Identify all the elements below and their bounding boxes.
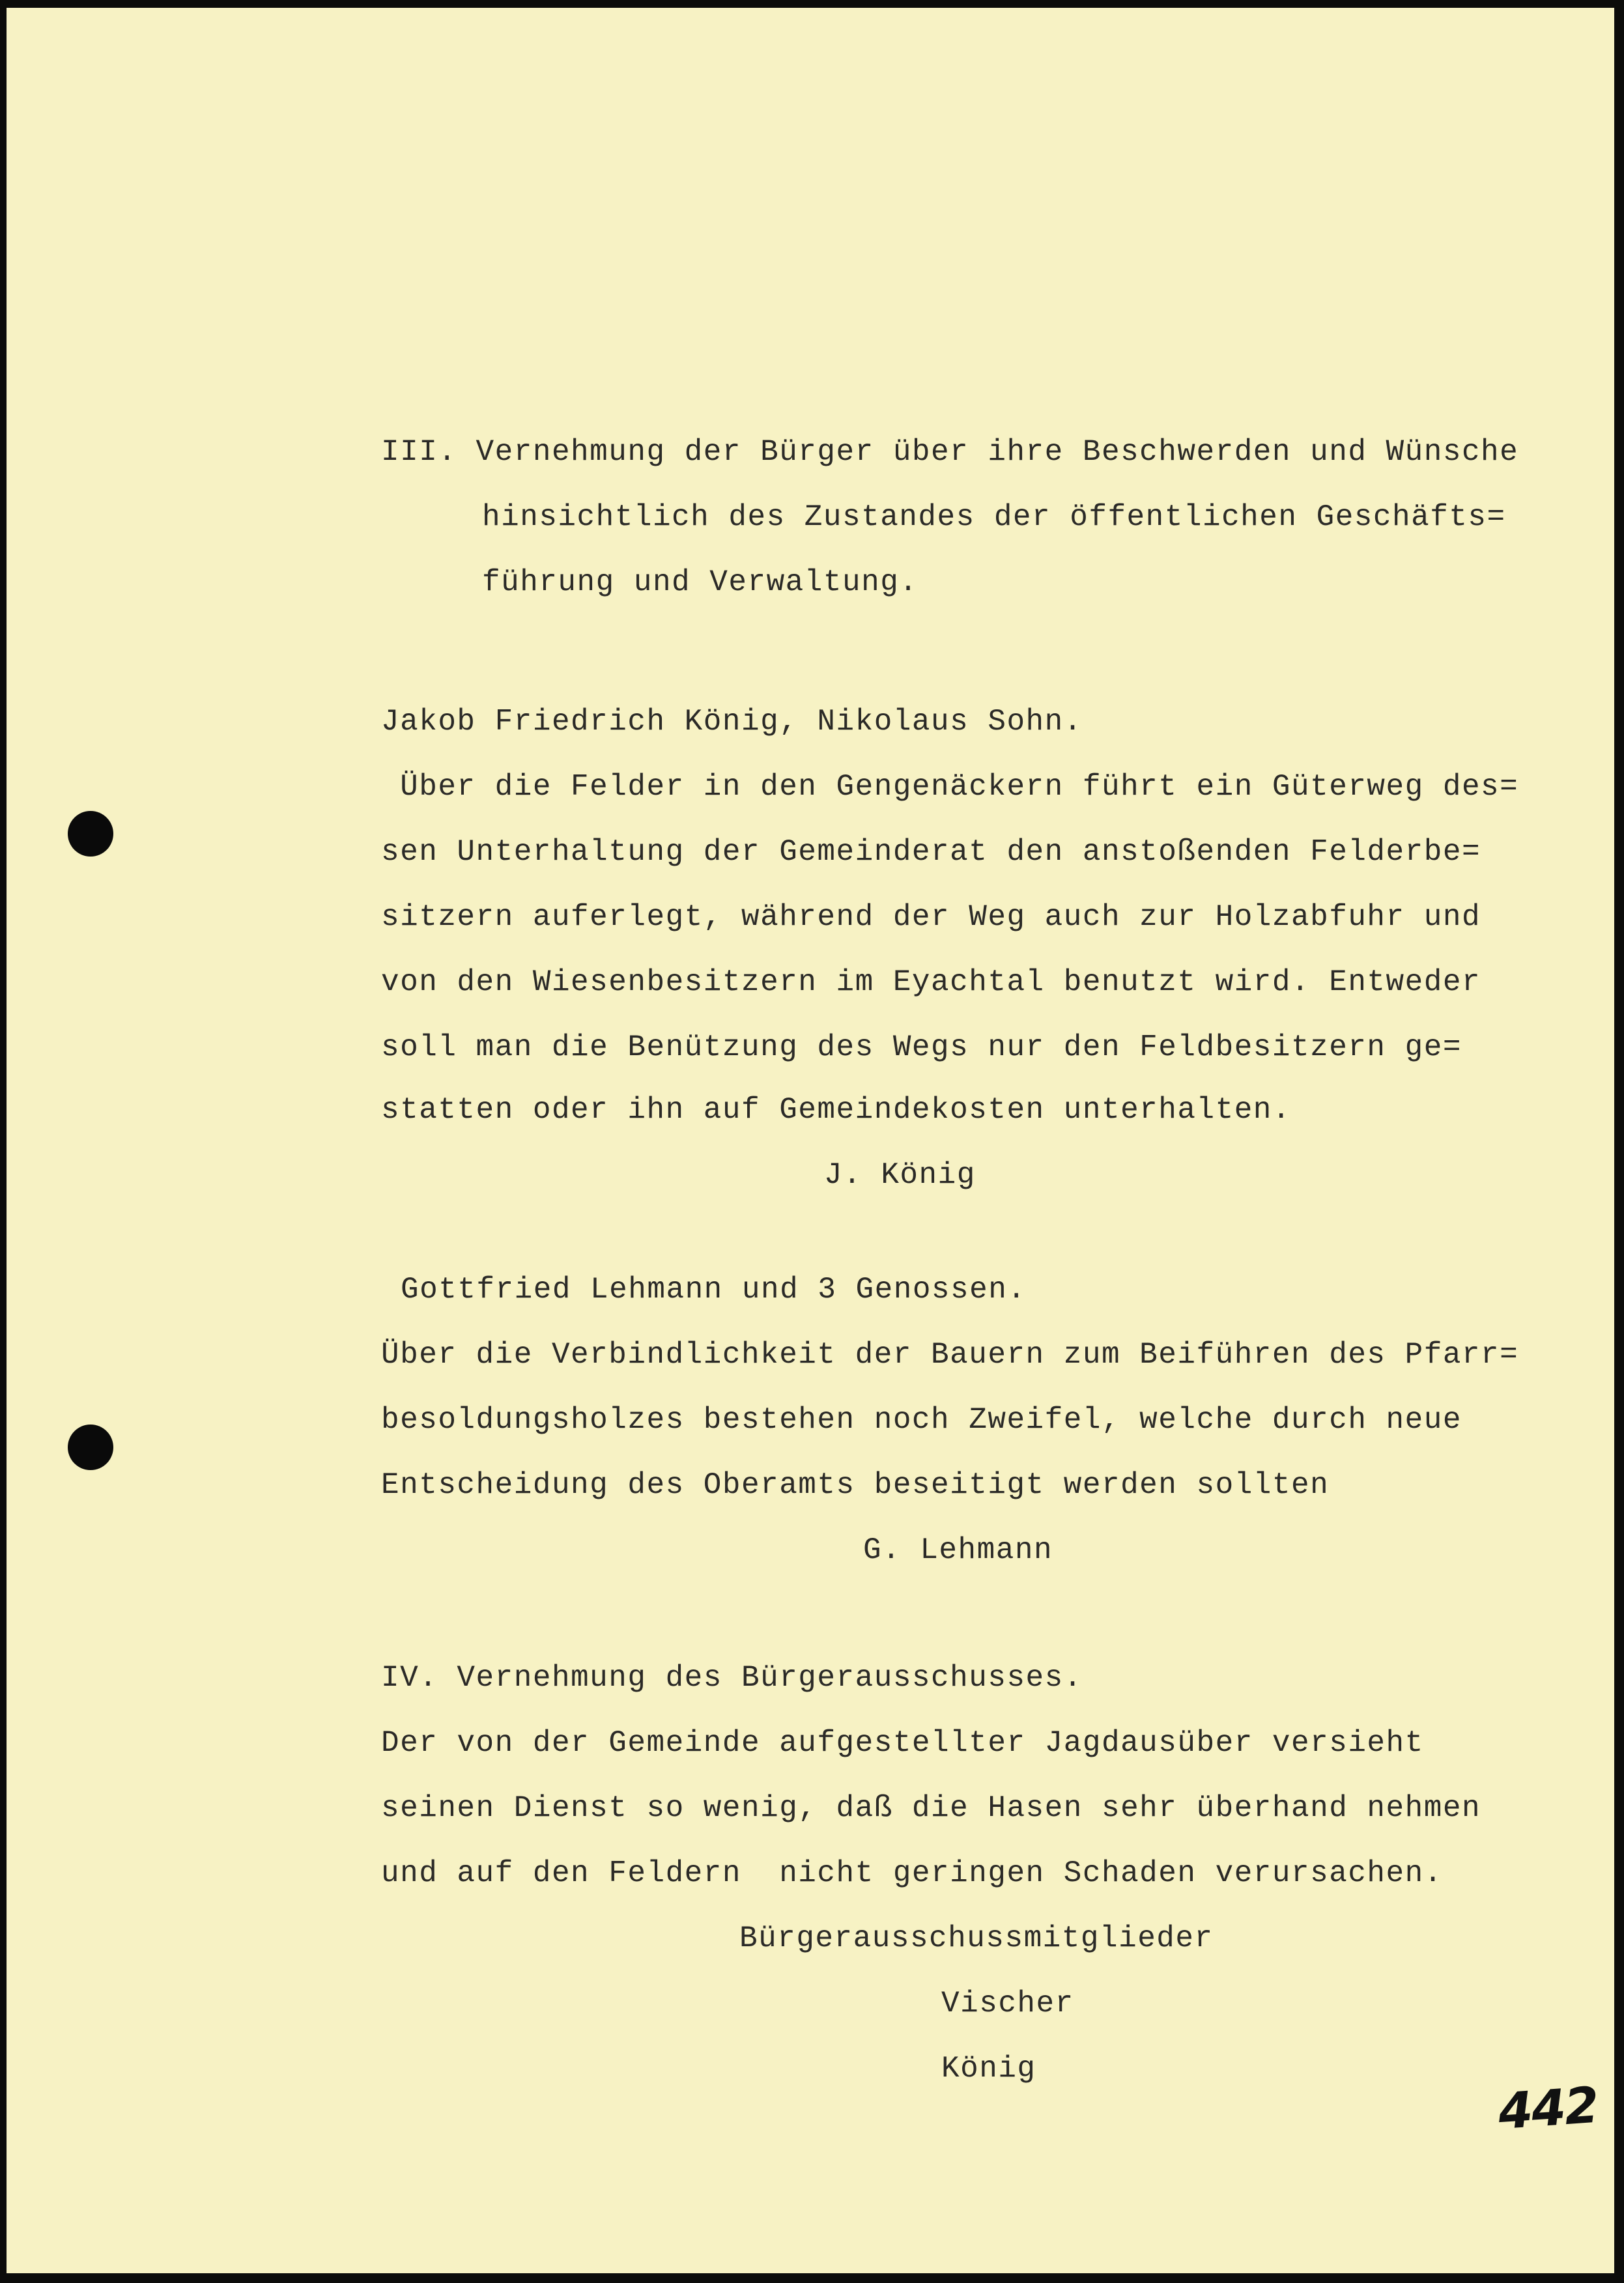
section-iv-signature: König [941, 2052, 1036, 2086]
section-iv-text-line: und auf den Feldern nicht geringen Schaden verursachen. [381, 1856, 1443, 1890]
section-iv-signatory-title: Bürgerausschussmitglieder [739, 1921, 1214, 1955]
entry-2-text-line: besoldungsholzes bestehen noch Zweifel, welche durch neue [381, 1403, 1462, 1437]
punch-hole-lower [68, 1425, 113, 1470]
section-iv-signature: Vischer [941, 1987, 1074, 2021]
entry-1-text-line: Über die Felder in den Gengenäckern führt ein Güterweg des= [381, 770, 1519, 804]
entry-1-text-line: von den Wiesenbesitzern im Eyachtal benutzt wird. Entweder [381, 965, 1481, 999]
entry-1-text-line: sitzern auferlegt, während der Weg auch zur Holzabfuhr und [381, 900, 1481, 934]
entry-2-signature: G. Lehmann [863, 1533, 1053, 1567]
entry-1-text-line: soll man die Benützung des Wegs nur den Feldbesitzern ge= [381, 1030, 1462, 1064]
section-iv-heading: IV. Vernehmung des Bürgerausschusses. [381, 1661, 1083, 1695]
section-iii-heading-line-2: hinsichtlich des Zustandes der öffentlichen Geschäfts= [482, 500, 1506, 534]
entry-2-name: Gottfried Lehmann und 3 Genossen. [401, 1273, 1027, 1307]
section-iii-heading-line-3: führung und Verwaltung. [482, 565, 919, 599]
document-page [7, 8, 1614, 2273]
section-iv-text-line: seinen Dienst so wenig, daß die Hasen sehr überhand nehmen [381, 1791, 1481, 1825]
entry-1-text-line: statten oder ihn auf Gemeindekosten unterhalten. [381, 1093, 1292, 1127]
entry-1-signature: J. König [824, 1158, 976, 1192]
entry-1-text-line: sen Unterhaltung der Gemeinderat den anstoßenden Felderbe= [381, 835, 1481, 869]
section-iii-heading-line-1: III. Vernehmung der Bürger über ihre Beschwerden und Wünsche [381, 435, 1519, 469]
punch-hole-upper [68, 811, 113, 857]
entry-1-name: Jakob Friedrich König, Nikolaus Sohn. [381, 705, 1083, 739]
section-iv-text-line: Der von der Gemeinde aufgestellter Jagdausüber versieht [381, 1726, 1424, 1760]
entry-2-text-line: Über die Verbindlichkeit der Bauern zum Beiführen des Pfarr= [381, 1338, 1519, 1372]
folio-number: 442 [1496, 2075, 1600, 2141]
entry-2-text-line: Entscheidung des Oberamts beseitigt werden sollten [381, 1468, 1330, 1502]
